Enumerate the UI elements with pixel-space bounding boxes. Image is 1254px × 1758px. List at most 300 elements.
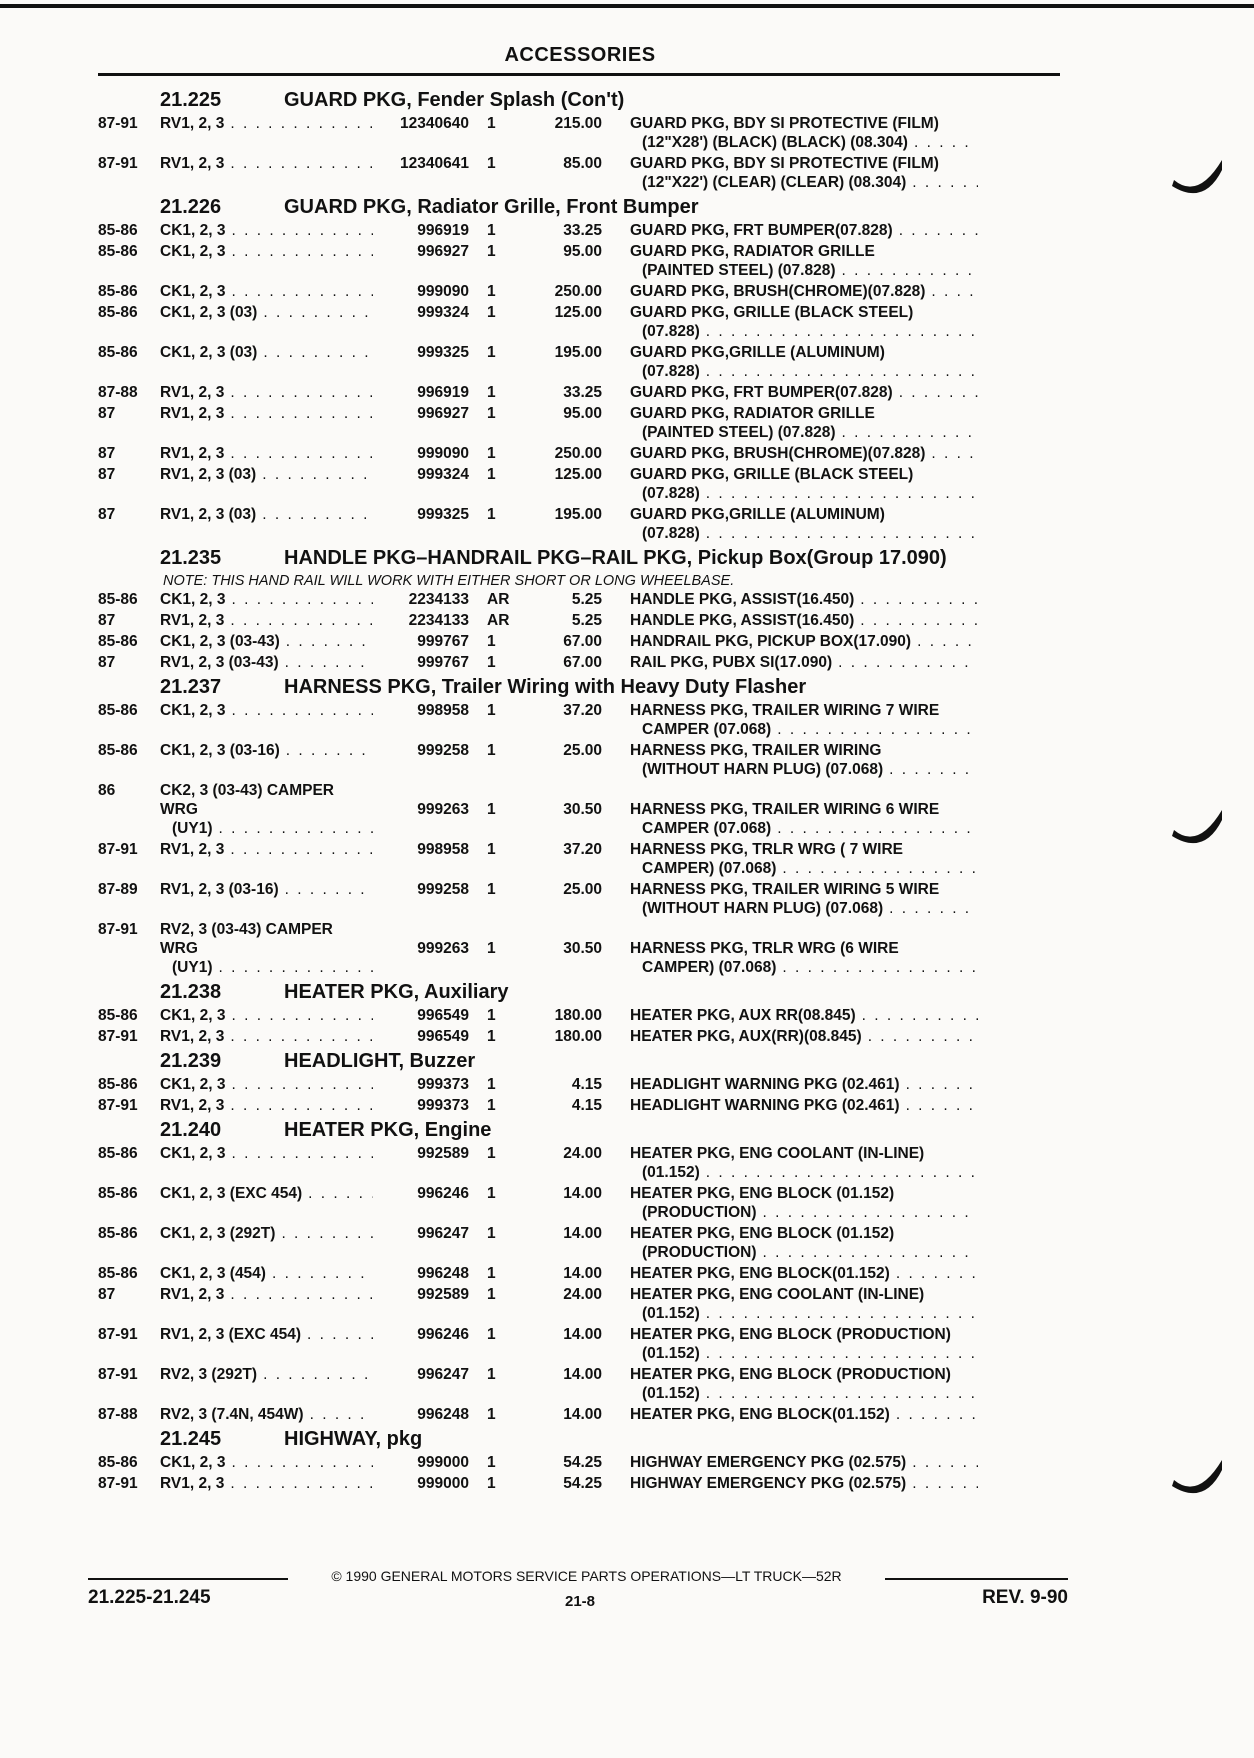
model-line — [160, 741, 373, 760]
price: 25.00 — [563, 742, 602, 759]
quantity: 1 — [487, 1475, 496, 1492]
model-codes — [160, 1144, 373, 1163]
description-line — [630, 653, 978, 672]
leader-dots — [776, 859, 978, 878]
part-description — [630, 741, 978, 779]
leader-dots — [224, 611, 373, 630]
quantity: 1 — [487, 1326, 496, 1343]
description-text: HEADLIGHT WARNING PKG (02.461) — [630, 1097, 900, 1114]
model-line — [160, 343, 373, 362]
quantity: 1 — [487, 445, 496, 462]
price: 5.25 — [571, 591, 602, 608]
model-years: 85-86 — [98, 1454, 138, 1471]
model-years: 87 — [98, 506, 116, 523]
model-years: 87 — [98, 405, 116, 422]
quantity: 1 — [487, 304, 496, 321]
section-title: HIGHWAY, pkg — [284, 1428, 423, 1450]
part-number: 999000 — [417, 1454, 469, 1471]
part-number: 996248 — [417, 1406, 469, 1423]
model-text: RV1, 2, 3 (03) — [160, 466, 257, 483]
description-text: CAMPER (07.068) — [642, 820, 772, 837]
section-number: 21.235 — [160, 547, 222, 569]
section-heading — [98, 88, 1060, 112]
leader-dots — [700, 1163, 978, 1182]
description-text: (01.152) — [642, 1305, 700, 1322]
part-description — [630, 1144, 978, 1182]
catalog-entry — [98, 383, 1060, 402]
part-number: 2234133 — [408, 591, 469, 608]
part-number: 999325 — [417, 344, 469, 361]
leader-dots — [224, 1027, 373, 1046]
description-line — [630, 1243, 978, 1262]
catalog-entry — [98, 1096, 1060, 1115]
model-line — [160, 611, 373, 630]
model-line — [160, 1264, 373, 1283]
price: 180.00 — [554, 1007, 602, 1024]
model-text: RV1, 2, 3 (EXC 454) — [160, 1326, 302, 1343]
description-line — [630, 1344, 978, 1363]
part-description — [630, 444, 978, 463]
part-number: 2234133 — [408, 612, 469, 629]
quantity: 1 — [487, 155, 496, 172]
model-line — [160, 282, 373, 301]
model-codes — [160, 1096, 373, 1115]
description-text: HEADLIGHT WARNING PKG (02.461) — [630, 1076, 900, 1093]
part-number: 998958 — [417, 702, 469, 719]
quantity: 1 — [487, 344, 496, 361]
section-number: 21.238 — [160, 981, 222, 1003]
model-codes — [160, 282, 373, 301]
description-text: HEATER PKG, ENG BLOCK (01.152) — [630, 1225, 895, 1242]
price: 95.00 — [563, 405, 602, 422]
catalog-entry — [98, 343, 1060, 381]
price: 30.50 — [563, 801, 602, 818]
catalog-entry — [98, 1184, 1060, 1222]
part-number: 996549 — [417, 1007, 469, 1024]
part-description — [630, 404, 978, 442]
part-number: 999324 — [417, 466, 469, 483]
model-years: 85-86 — [98, 1265, 138, 1282]
quantity: 1 — [487, 633, 496, 650]
model-codes — [160, 1006, 373, 1025]
description-text: HARNESS PKG, TRAILER WIRING 7 WIRE — [630, 702, 940, 719]
model-years: 85-86 — [98, 304, 138, 321]
model-line — [160, 1006, 373, 1025]
description-line — [630, 1027, 978, 1046]
price: 14.00 — [563, 1265, 602, 1282]
leader-dots — [856, 1006, 978, 1025]
part-number: 12340641 — [400, 155, 469, 172]
model-text: CK1, 2, 3 (EXC 454) — [160, 1185, 303, 1202]
part-number: 996247 — [417, 1366, 469, 1383]
part-description — [630, 221, 978, 240]
price: 14.00 — [563, 1326, 602, 1343]
part-description — [630, 505, 978, 543]
part-number: 996246 — [417, 1326, 469, 1343]
description-line — [630, 1325, 978, 1344]
part-number: 999263 — [417, 940, 469, 957]
catalog-entry — [98, 114, 1060, 152]
description-line — [630, 859, 978, 878]
part-description — [630, 611, 978, 630]
model-codes — [160, 221, 373, 240]
model-years: 85-86 — [98, 591, 138, 608]
leader-dots — [883, 760, 978, 779]
section-title: HEADLIGHT, Buzzer — [284, 1050, 476, 1072]
catalog-entry — [98, 1144, 1060, 1182]
description-text: HEATER PKG, AUX(RR)(08.845) — [630, 1028, 862, 1045]
description-line — [630, 404, 978, 423]
model-years: 87-91 — [98, 1366, 138, 1383]
description-line — [630, 114, 978, 133]
catalog-entry — [98, 1285, 1060, 1323]
model-years: 85-86 — [98, 283, 138, 300]
model-line — [160, 1453, 373, 1472]
leader-dots — [212, 958, 373, 977]
model-years: 85-86 — [98, 702, 138, 719]
leader-dots — [224, 444, 373, 463]
model-years: 85-86 — [98, 344, 138, 361]
model-text: CK1, 2, 3 — [160, 222, 226, 239]
catalog-entry — [98, 701, 1060, 739]
model-line — [160, 221, 373, 240]
model-text: RV1, 2, 3 — [160, 1097, 225, 1114]
leader-dots — [225, 1006, 373, 1025]
part-description — [630, 939, 978, 977]
model-line — [160, 505, 373, 524]
part-description — [630, 383, 978, 402]
binder-hole-mark — [1168, 800, 1228, 860]
leader-dots — [911, 632, 978, 651]
leader-dots — [900, 1096, 978, 1115]
price: 14.00 — [563, 1366, 602, 1383]
description-text: (07.828) — [642, 323, 700, 340]
description-line — [630, 800, 978, 819]
description-line — [630, 221, 978, 240]
description-line — [630, 465, 978, 484]
catalog-entry — [98, 611, 1060, 630]
description-text: GUARD PKG, RADIATOR GRILLE — [630, 243, 875, 260]
description-line — [630, 261, 978, 280]
description-text: GUARD PKG,GRILLE (ALUMINUM) — [630, 506, 885, 523]
model-line — [160, 465, 373, 484]
leader-dots — [700, 1384, 978, 1403]
price: 215.00 — [554, 115, 602, 132]
description-text: GUARD PKG, FRT BUMPER(07.828) — [630, 384, 893, 401]
description-text: (01.152) — [642, 1345, 700, 1362]
part-description — [630, 701, 978, 739]
section-heading — [98, 980, 1060, 1004]
footer-revision: REV. 9-90 — [982, 1587, 1068, 1608]
model-text: CK1, 2, 3 (292T) — [160, 1225, 276, 1242]
leader-dots — [301, 1325, 373, 1344]
model-years: 87-91 — [98, 155, 138, 172]
description-text: HEATER PKG, ENG BLOCK (PRODUCTION) — [630, 1326, 951, 1343]
price: 24.00 — [563, 1145, 602, 1162]
model-text: CK1, 2, 3 — [160, 702, 226, 719]
description-text: (12"X28') (BLACK) (BLACK) (08.304) — [642, 134, 908, 151]
description-text: CAMPER) (07.068) — [642, 860, 777, 877]
model-text: CK1, 2, 3 — [160, 1007, 226, 1024]
section-title: HEATER PKG, Engine — [284, 1119, 492, 1141]
description-line — [630, 1264, 978, 1283]
description-line — [630, 1365, 978, 1384]
section-heading — [98, 1049, 1060, 1073]
model-line — [160, 880, 373, 899]
part-description — [630, 154, 978, 192]
quantity: 1 — [487, 841, 496, 858]
quantity: 1 — [487, 1028, 496, 1045]
catalog-entry — [98, 1474, 1060, 1493]
description-line — [630, 505, 978, 524]
description-line — [630, 1184, 978, 1203]
catalog-entry — [98, 221, 1060, 240]
description-text: HIGHWAY EMERGENCY PKG (02.575) — [630, 1475, 907, 1492]
price: 4.15 — [571, 1076, 602, 1093]
description-line — [630, 242, 978, 261]
model-codes — [160, 505, 373, 524]
model-codes — [160, 701, 373, 720]
model-line — [160, 632, 373, 651]
model-text: (UY1) — [172, 959, 213, 976]
description-text: CAMPER) (07.068) — [642, 959, 777, 976]
model-codes — [160, 1224, 373, 1243]
part-description — [630, 282, 978, 301]
catalog-entry — [98, 1365, 1060, 1403]
leader-dots — [925, 282, 978, 301]
description-text: (07.828) — [642, 525, 700, 542]
model-line — [160, 1474, 373, 1493]
description-text: (WITHOUT HARN PLUG) (07.068) — [642, 761, 884, 778]
price: 30.50 — [563, 940, 602, 957]
model-years: 87-91 — [98, 1028, 138, 1045]
model-text: (UY1) — [172, 820, 213, 837]
description-text: GUARD PKG, GRILLE (BLACK STEEL) — [630, 304, 914, 321]
model-years: 85-86 — [98, 742, 138, 759]
price: 14.00 — [563, 1185, 602, 1202]
quantity: 1 — [487, 405, 496, 422]
description-line — [630, 880, 978, 899]
model-codes — [160, 1365, 373, 1384]
description-text: (07.828) — [642, 485, 700, 502]
description-text: (07.828) — [642, 363, 700, 380]
leader-dots — [862, 1027, 978, 1046]
model-text: RV1, 2, 3 (03) — [160, 506, 257, 523]
quantity: 1 — [487, 1406, 496, 1423]
price: 95.00 — [563, 243, 602, 260]
header-rule — [98, 73, 1060, 76]
quantity: 1 — [487, 1366, 496, 1383]
model-codes — [160, 1405, 373, 1424]
model-years: 85-86 — [98, 222, 138, 239]
part-number: 996247 — [417, 1225, 469, 1242]
model-text: RV1, 2, 3 — [160, 841, 225, 858]
quantity: 1 — [487, 881, 496, 898]
part-number: 996549 — [417, 1028, 469, 1045]
footer-section-range: 21.225-21.245 — [88, 1587, 211, 1608]
description-line — [630, 1144, 978, 1163]
section-title: HEATER PKG, Auxiliary — [284, 981, 509, 1003]
part-description — [630, 590, 978, 609]
model-line — [160, 590, 373, 609]
leader-dots — [212, 819, 373, 838]
description-text: HARNESS PKG, TRAILER WIRING 6 WIRE — [630, 801, 940, 818]
section-heading — [98, 195, 1060, 219]
description-text: GUARD PKG, BDY SI PROTECTIVE (FILM) — [630, 155, 939, 172]
description-text: HEATER PKG, ENG COOLANT (IN-LINE) — [630, 1286, 925, 1303]
model-line — [160, 1405, 373, 1424]
part-number: 999000 — [417, 1475, 469, 1492]
footer-rule-right — [885, 1578, 1068, 1580]
description-line — [630, 701, 978, 720]
leader-dots — [279, 880, 373, 899]
description-text: (12"X22') (CLEAR) (CLEAR) (08.304) — [642, 174, 907, 191]
footer-copyright: © 1990 GENERAL MOTORS SERVICE PARTS OPERATIONS—LT TRUCK—52R — [331, 1568, 842, 1584]
part-description — [630, 1027, 978, 1046]
catalog-entry — [98, 1325, 1060, 1363]
model-text: CK1, 2, 3 — [160, 1454, 226, 1471]
model-text: RV1, 2, 3 — [160, 405, 225, 422]
model-text: CK1, 2, 3 — [160, 1145, 226, 1162]
price: 250.00 — [554, 283, 602, 300]
quantity: 1 — [487, 243, 496, 260]
model-years: 87-91 — [98, 1326, 138, 1343]
leader-dots — [224, 1285, 373, 1304]
quantity: 1 — [487, 1185, 496, 1202]
model-codes — [160, 632, 373, 651]
part-number: 999090 — [417, 283, 469, 300]
leader-dots — [224, 114, 373, 133]
part-number: 996919 — [417, 384, 469, 401]
model-years: 85-86 — [98, 633, 138, 650]
part-number: 999767 — [417, 654, 469, 671]
leader-dots — [224, 840, 373, 859]
model-codes — [160, 741, 373, 760]
quantity: 1 — [487, 801, 496, 818]
leader-dots — [224, 154, 373, 173]
description-text: (PAINTED STEEL) (07.828) — [642, 262, 836, 279]
catalog-entry — [98, 741, 1060, 779]
description-line — [630, 958, 978, 977]
leader-dots — [776, 958, 978, 977]
price: 195.00 — [554, 506, 602, 523]
model-codes — [160, 1474, 373, 1493]
model-codes — [160, 840, 373, 859]
model-codes — [160, 1264, 373, 1283]
catalog-entry — [98, 1264, 1060, 1283]
model-text: CK1, 2, 3 — [160, 243, 226, 260]
catalog-entry — [98, 880, 1060, 918]
model-line — [160, 404, 373, 423]
model-codes — [160, 114, 373, 133]
description-text: HEATER PKG, ENG BLOCK(01.152) — [630, 1406, 890, 1423]
leader-dots — [893, 221, 978, 240]
leader-dots — [700, 362, 978, 381]
quantity: 1 — [487, 1097, 496, 1114]
quantity: 1 — [487, 742, 496, 759]
model-line — [160, 242, 373, 261]
model-line — [160, 114, 373, 133]
quantity: 1 — [487, 466, 496, 483]
description-text: (WITHOUT HARN PLUG) (07.068) — [642, 900, 884, 917]
leader-dots — [225, 221, 373, 240]
leader-dots — [700, 524, 978, 543]
quantity: 1 — [487, 654, 496, 671]
catalog-entry — [98, 444, 1060, 463]
price: 67.00 — [563, 633, 602, 650]
quantity: 1 — [487, 283, 496, 300]
leader-dots — [893, 383, 978, 402]
model-years: 87 — [98, 654, 116, 671]
description-line — [630, 1096, 978, 1115]
part-number: 992589 — [417, 1286, 469, 1303]
part-description — [630, 1474, 978, 1493]
model-line — [160, 819, 373, 838]
leader-dots — [925, 444, 978, 463]
model-years: 87-89 — [98, 881, 138, 898]
quantity: 1 — [487, 1454, 496, 1471]
model-codes — [160, 880, 373, 899]
leader-dots — [757, 1243, 978, 1262]
model-years: 86 — [98, 782, 116, 799]
description-line — [630, 1163, 978, 1182]
leader-dots — [854, 611, 978, 630]
leader-dots — [225, 701, 373, 720]
model-text: RV2, 3 (292T) — [160, 1366, 258, 1383]
part-description — [630, 840, 978, 878]
model-text: RV1, 2, 3 — [160, 445, 225, 462]
description-line — [630, 303, 978, 322]
description-line — [630, 1384, 978, 1403]
section-number: 21.239 — [160, 1050, 222, 1072]
model-line — [160, 653, 373, 672]
catalog-entry — [98, 653, 1060, 672]
part-number: 998958 — [417, 841, 469, 858]
part-number: 999325 — [417, 506, 469, 523]
description-line — [630, 1304, 978, 1323]
price: 85.00 — [563, 155, 602, 172]
catalog-entry — [98, 632, 1060, 651]
catalog-entry — [98, 1027, 1060, 1046]
model-codes — [160, 590, 373, 609]
model-line: RV2, 3 (03-43) CAMPER WRG — [160, 921, 333, 957]
model-years: 85-86 — [98, 243, 138, 260]
description-line — [630, 1075, 978, 1094]
model-codes — [160, 343, 373, 362]
model-line — [160, 1027, 373, 1046]
part-number: 996927 — [417, 405, 469, 422]
model-codes — [160, 1285, 373, 1304]
model-years: 87 — [98, 1286, 116, 1303]
model-codes — [160, 653, 373, 672]
description-text: HEATER PKG, ENG COOLANT (IN-LINE) — [630, 1145, 925, 1162]
model-years: 87 — [98, 612, 116, 629]
leader-dots — [225, 282, 373, 301]
model-line — [160, 840, 373, 859]
model-codes — [160, 1184, 373, 1203]
quantity: AR — [487, 612, 510, 629]
description-text: (PAINTED STEEL) (07.828) — [642, 424, 836, 441]
part-number: 999324 — [417, 304, 469, 321]
catalog-entry — [98, 1075, 1060, 1094]
model-line — [160, 303, 373, 322]
leader-dots — [257, 1365, 373, 1384]
catalog-entry — [98, 404, 1060, 442]
leader-dots — [224, 1096, 373, 1115]
model-codes — [160, 444, 373, 463]
leader-dots — [280, 632, 373, 651]
part-description — [630, 1405, 978, 1424]
